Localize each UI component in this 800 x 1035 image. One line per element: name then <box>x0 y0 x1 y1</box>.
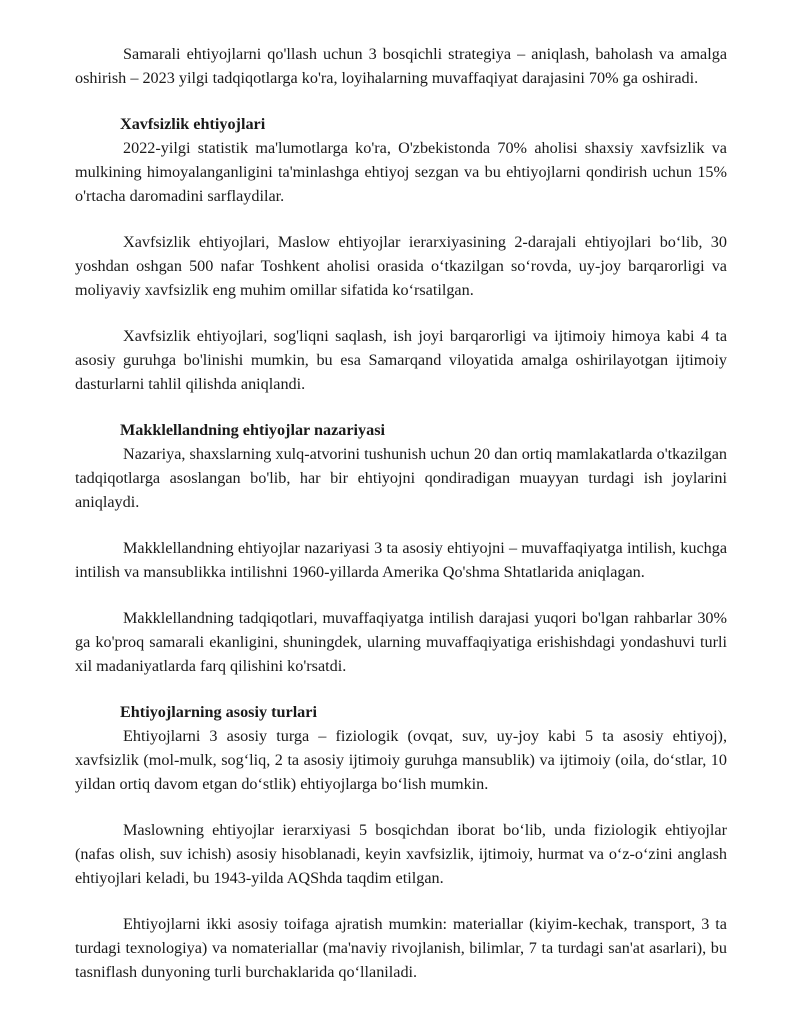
needs-types-paragraph-1: Ehtiyojlarni 3 asosiy turga – fiziologik (ovqat, suv, uy-joy kabi 5 ta asosiy ehtiyoj), xavfsizlik (mol-mulk, sog‘liq, 2 ta asosiy ijtimoiy guruhga mansublik) va ijtimoiy (oila, do‘stlar, 10 yildan ortiq davom etgan do‘stlik) ehtiyojlarga bo‘lish mumkin. <box>75 727 727 793</box>
security-paragraph-3: Xavfsizlik ehtiyojlari, sog'liqni saqlash, ish joyi barqarorligi va ijtimoiy himoya kabi 4 ta asosiy guruhga bo'linishi mumkin, bu esa Samarqand viloyatida amalga oshirilayotgan ijtimoiy dasturlarni tahlil qilishda aniqlandi. <box>75 327 727 393</box>
heading-security-needs: Xavfsizlik ehtiyojlari <box>120 115 266 133</box>
needs-types-paragraph-3: Ehtiyojlarni ikki asosiy toifaga ajratish mumkin: materiallar (kiyim-kechak, transport, 3 ta turdagi texnologiya) va nomateriallar (ma'naviy rivojlanish, bilimlar, 7 ta turdagi san'at asarlari), bu tasniflash dunyoning turli burchaklarida qo‘llaniladi. <box>75 915 727 981</box>
mcclelland-paragraph-1: Nazariya, shaxslarning xulq-atvorini tushunish uchun 20 dan ortiq mamlakatlarda o'tkazilgan tadqiqotlarga asoslangan bo'lib, har bir ehtiyojni qondiradigan muayyan turdagi ish joylarini aniqlaydi. <box>75 445 727 511</box>
security-paragraph-2: Xavfsizlik ehtiyojlari, Maslow ehtiyojlar ierarxiyasining 2-darajali ehtiyojlari bo‘lib, 30 yoshdan oshgan 500 nafar Toshkent aholisi orasida o‘tkazilgan so‘rovda, uy-joy barqarorligi va moliyaviy xavfsizlik eng muhim omillar sifatida ko‘rsatilgan. <box>75 233 727 299</box>
mcclelland-paragraph-3: Makklellandning tadqiqotlari, muvaffaqiyatga intilish darajasi yuqori bo'lgan rahbarlar 30% ga ko'proq samarali ekanligini, shuningdek, ularning muvaffaqiyatiga erishishdagi yondashuvi turli xil madaniyatlarda farq qilishini ko'rsatdi. <box>75 609 727 675</box>
document-page <box>75 42 727 984</box>
heading-mcclelland-theory: Makklellandning ehtiyojlar nazariyasi <box>120 421 386 439</box>
heading-main-types-of-needs: Ehtiyojlarning asosiy turlari <box>120 703 317 721</box>
mcclelland-paragraph-2: Makklellandning ehtiyojlar nazariyasi 3 ta asosiy ehtiyojni – muvaffaqiyatga intilish, kuchga intilish va mansublikka intilishni 1960-yillarda Amerika Qo'shma Shtatlarida aniqlagan. <box>75 539 727 581</box>
intro-paragraph: Samarali ehtiyojlarni qo'llash uchun 3 bosqichli strategiya – aniqlash, baholash va amalga oshirish – 2023 yilgi tadqiqotlarga ko'ra, loyihalarning muvaffaqiyat darajasini 70% ga oshiradi. <box>75 45 727 87</box>
security-paragraph-1: 2022-yilgi statistik ma'lumotlarga ko'ra, O'zbekistonda 70% aholisi shaxsiy xavfsizlik va mulkining himoyalanganligini ta'minlashga ehtiyoj sezgan va bu ehtiyojlarni qondirish uchun 15% o'rtacha daromadini sarflaydilar. <box>75 139 727 205</box>
needs-types-paragraph-2: Maslowning ehtiyojlar ierarxiyasi 5 bosqichdan iborat bo‘lib, unda fiziologik ehtiyojlar (nafas olish, suv ichish) asosiy hisoblanadi, keyin xavfsizlik, ijtimoiy, hurmat va o‘z-o‘zini anglash ehtiyojlari keladi, bu 1943-yilda AQShda taqdim etilgan. <box>75 821 727 887</box>
